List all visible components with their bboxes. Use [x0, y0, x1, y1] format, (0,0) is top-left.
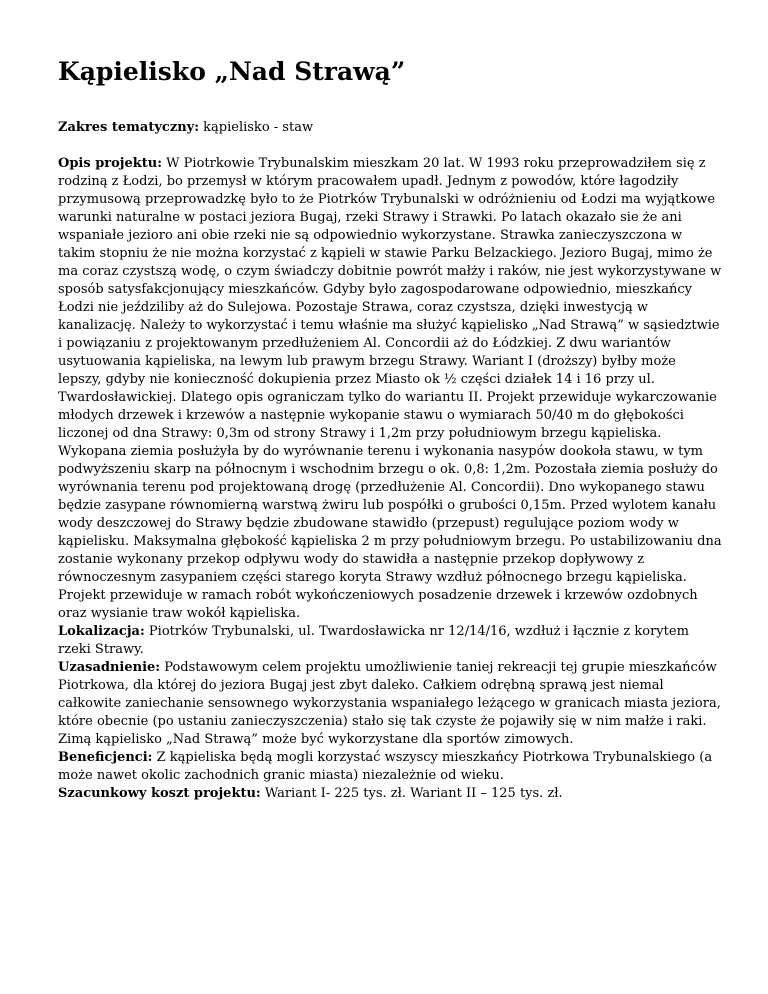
section-beneficjenci-text: Z kąpieliska będą mogli korzystać wszyscy mieszkańcy Piotrkowa Trybunalskiego (a może nawet okolic zachodnich granic miasta) niezależnie od wieku.: [58, 750, 713, 783]
section-zakres-label: Zakres tematyczny:: [58, 120, 200, 135]
section-zakres: [58, 119, 722, 137]
section-opis-label: Opis projektu:: [58, 156, 163, 171]
section-koszt-text: Wariant I- 225 tys. zł. Wariant II – 125 tys. zł.: [260, 786, 563, 801]
section-beneficjenci: [58, 749, 722, 785]
section-koszt-label: Szacunkowy koszt projektu:: [58, 786, 261, 801]
document-title: Kąpielisko „Nad Strawą”: [58, 57, 406, 86]
section-uzasadnienie: [58, 659, 722, 749]
section-lokalizacja-text: Piotrków Trybunalski, ul. Twardosławicka nr 12/14/16, wzdłuż i łącznie z korytem rzeki Strawy.: [58, 624, 689, 657]
section-lokalizacja: [58, 623, 722, 659]
section-uzasadnienie-label: Uzasadnienie:: [58, 660, 161, 675]
section-koszt: [58, 785, 722, 803]
section-opis-text: W Piotrkowie Trybunalskim mieszkam 20 lat. W 1993 roku przeprowadziłem się z rodziną z Łodzi, bo przemysł w którym pracowałem upadł. Jednym z powodów, które łagodziły przymusową przeprowadzkę było to że Piotrków Trybunalski w odróżnieniu od Łodzi ma wyjątkowe warunki naturalne w postaci jeziora Bugaj, rzeki Strawy i Strawki. Po latach okazało sie że ani wspaniałe jezioro ani obie rzeki nie są odpowiednio wykorzystane. Strawka zanieczyszczona w takim stopniu że nie można korzystać z kąpieli w stawie Parku Belzackiego. Jezioro Bugaj, mimo że ma coraz czystszą wodę, o czym świadczy dobitnie powrót małży i raków, nie jest wykorzystywane w sposób satysfakcjonujący mieszkańców. Gdyby było zagospodarowane odpowiednio, mieszkańcy Łodzi nie jeździliby aż do Sulejowa. Pozostaje Strawa, coraz czystsza, dzięki inwestycją w kanalizację. Należy to wykorzystać i temu właśnie ma służyć kąpielisko „Nad Strawą” w sąsiedztwie i powiązaniu z projektowanym przedłużeniem Al. Concordii aż do Łódzkiej. Z dwu wariantów usytuowania kąpieliska, na lewym lub prawym brzegu Strawy. Wariant I (droższy) byłby może lepszy, gdyby nie konieczność dokupienia przez Miasto ok ½ części działek 14 i 16 przy ul. Twardosławickiej. Dlatego opis ograniczam tylko do wariantu II. Projekt przewiduje wykarczowanie młodych drzewek i krzewów a następnie wykopanie stawu o wymiarach 50/40 m do głębokości liczonej od dna Strawy: 0,3m od strony Strawy i 1,2m przy południowym brzegu kąpieliska. Wykopana ziemia posłużyła by do wyrównanie terenu i wykonania nasypów dookoła stawu, w tym podwyższeniu skarp na północnym i wschodnim brzegu o ok. 0,8: 1,2m. Pozostała ziemia posłuży do wyrównania terenu pod projektowaną drogę (przedłużenie Al. Concordii). Dno wykopanego stawu będzie zasypane równomierną warstwą żwiru lub pospółki o grubości 0,15m. Przed wylotem kanału wody deszczowej do Strawy będzie zbudowane stawidło (przepust) regulujące poziom wody w kąpielisku. Maksymalna głębokość kąpieliska 2 m przy południowym brzegu. Po ustabilizowaniu dna zostanie wykonany przekop odpływu wody do stawidła a następnie przekop dopływowy z równoczesnym zasypaniem części starego koryta Strawy wzdłuż północnego brzegu kąpieliska. Projekt przewiduje w ramach robót wykończeniowych posadzenie drzewek i krzewów ozdobnych oraz wysianie traw wokół kąpieliska.: [58, 156, 722, 621]
section-beneficjenci-label: Beneficjenci:: [58, 750, 153, 765]
document-body: [58, 119, 722, 803]
section-zakres-text: kąpielisko - staw: [199, 120, 314, 135]
section-lokalizacja-label: Lokalizacja:: [58, 624, 145, 639]
section-uzasadnienie-text: Podstawowym celem projektu umożliwienie taniej rekreacji tej grupie mieszkańców Piotrkowa, dla której do jeziora Bugaj jest zbyt daleko. Całkiem odrębną sprawą jest niemal całkowite zaniechanie sensownego wykorzystania wspaniałego leżącego w granicach miasta jeziora, które obecnie (po ustaniu zanieczyszczenia) stało się tak czyste że pojawiły się w nim małże i raki. Zimą kąpielisko „Nad Strawą” może być wykorzystane dla sportów zimowych.: [58, 660, 721, 747]
section-opis: [58, 155, 722, 623]
